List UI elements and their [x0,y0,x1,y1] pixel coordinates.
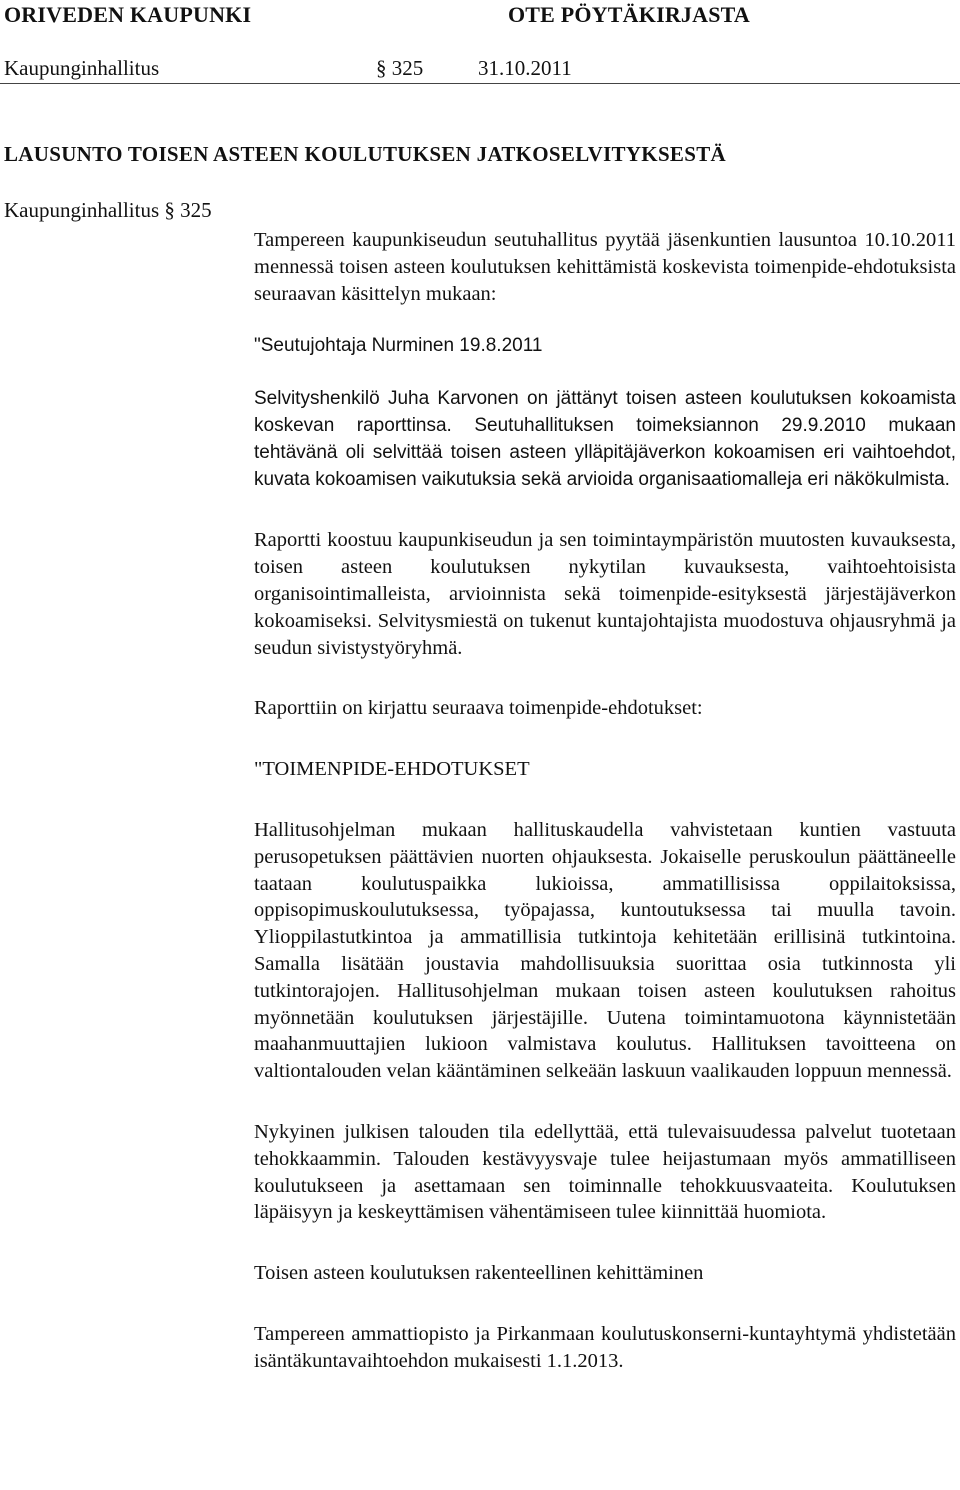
paragraph-merger: Tampereen ammattiopisto ja Pirkanmaan koulutuskonserni-kuntayhtymä yhdistetään isäntäkuntavaihtoehdon mukaisesti 1.1.2013. [254,1322,956,1372]
document-type: OTE PÖYTÄKIRJASTA [508,2,750,27]
board-name: Kaupunginhallitus [4,56,160,80]
paragraph-structural-heading: Toisen asteen koulutuksen rakenteellinen kehittäminen [254,1262,704,1285]
paragraph-government-programme: Hallitusohjelman mukaan hallituskaudella vahvistetaan kuntien vastuuta perusopetuksen päättävien nuorten ohjauksesta. Jokaiselle peruskoulun päättäneelle taataan koulutuspaikka lukioissa, ammatillisissa oppilaitoksissa, oppisopimuskoulutuksessa, työpajassa, kuntoutuksessa tai muulla tavoin. Ylioppilastutkintoa ja ammatillisia tutkintoja kehitetään erillisinä tutkintoina. Samalla lisätään joustavia mahdollisuuksia suorittaa osia tutkinnosta yli tutkintorajojen. Hallitusohjelman mukaan toisen asteen koulutuksen rahoitus myönnetään koulutuksen järjestäjille. Uutena toimintamuotona käynnistetään maahanmuuttajien lukioon valmistava koulutus. Hallituksen tavoitteena on valtiontalouden velan kääntäminen selkeään laskuun vaalikauden loppuun mennessä. [254,818,956,1083]
board-section-reference: Kaupunginhallitus § 325 [4,198,212,222]
paragraph-proposals-intro: Raporttiin on kirjattu seuraava toimenpide-ehdotukset: [254,697,703,720]
organization-name: ORIVEDEN KAUPUNKI [4,2,252,27]
section-number: § 325 [376,56,424,80]
header-divider [0,83,960,84]
paragraph-report-contents: Raportti koostuu kaupunkiseudun ja sen toimintaympäristön muutosten kuvauksesta, toisen asteen koulutuksen nykytilan kuvauksesta, vaihtoehtoisista organisointimalleista, arvioinnista sekä toimenpide-esityksestä järjestäjäverkon kokoamiseksi. Selvitysmiestä on tukenut kuntajohtajista muodostuva ohjausryhmä ja seudun sivistystyöryhmä. [254,529,956,659]
meeting-date: 31.10.2011 [478,56,572,80]
paragraph-public-economy: Nykyinen julkisen talouden tila edellyttää, että tulevaisuudessa palvelut tuotetaan tehokkaammin. Talouden kestävyysvaje tulee heijastumaan myös ammatilliseen koulutukseen ja asettamaan sen toiminnalle tehokkuusvaateita. Koulutuksen läpäisyyn ja keskeyttämisen vähentämiseen tulee kiinnittää huomiota. [254,1120,956,1224]
minutes-subheader [0,56,960,88]
document-body [254,227,956,1375]
document-title: LAUSUNTO TOISEN ASTEEN KOULUTUKSEN JATKOSELVITYKSESTÄ [4,142,726,166]
paragraph-dated-line: "Seutujohtaja Nurminen 19.8.2011 [254,335,543,357]
paragraph-proposals-heading: "TOIMENPIDE-EHDOTUKSET [254,758,530,781]
paragraph-request: Tampereen kaupunkiseudun seutuhallitus pyytää jäsenkuntien lausuntoa 10.10.2011 mennessä toisen asteen koulutuksen kehittämistä koskevista toimenpide-ehdotuksista seuraavan käsittelyn mukaan: [254,229,956,305]
paragraph-report-summary: Selvityshenkilö Juha Karvonen on jättänyt toisen asteen koulutuksen kokoamista koskevan raporttinsa. Seutuhallituksen toimeksiannon 29.9.2010 mukaan tehtävänä oli selvittää toisen asteen ylläpitäjäverkon kokoamisen eri vaihtoehdot, kuvata kokoamisen vaikutuksia sekä arvioida organisaatiomalleja eri näkökulmista. [254,388,956,490]
